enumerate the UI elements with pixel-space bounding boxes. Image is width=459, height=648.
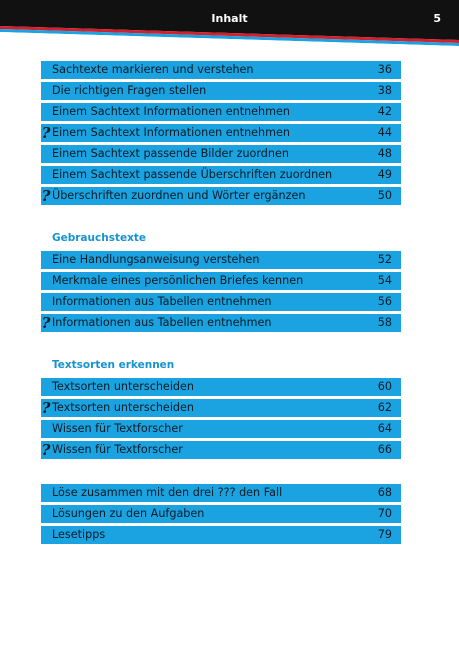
toc-page: 38: [377, 84, 392, 97]
toc-row[interactable]: [41, 314, 401, 332]
toc-label: Einem Sachtext passende Überschriften zuordnen: [52, 168, 333, 181]
toc-row[interactable]: [41, 145, 401, 163]
toc-label: Überschriften zuordnen und Wörter ergänzen: [52, 189, 306, 202]
toc-page: 68: [377, 486, 392, 499]
toc-row[interactable]: [41, 484, 401, 502]
toc-label: Die richtigen Fragen stellen: [52, 84, 207, 97]
question-mark-icon: ?: [41, 441, 51, 459]
toc-label: Sachtexte markieren und verstehen: [52, 63, 254, 76]
toc-label: Lösungen zu den Aufgaben: [52, 507, 205, 520]
question-mark-icon: ?: [41, 314, 51, 332]
toc-label: Wissen für Textforscher: [52, 422, 183, 435]
toc-row[interactable]: [41, 166, 401, 184]
toc-page: 58: [377, 316, 392, 329]
toc-row[interactable]: [41, 187, 401, 205]
toc-row[interactable]: [41, 251, 401, 269]
toc-row[interactable]: [41, 293, 401, 311]
question-mark-icon: ?: [41, 187, 51, 205]
toc-label: Merkmale eines persönlichen Briefes kennen: [52, 274, 304, 287]
toc-row[interactable]: [41, 378, 401, 396]
toc-page: 42: [377, 105, 392, 118]
page-number: 5: [433, 12, 441, 25]
toc-row[interactable]: [41, 399, 401, 417]
toc-row[interactable]: [41, 441, 401, 459]
toc-label: Einem Sachtext Informationen entnehmen: [52, 126, 291, 139]
toc-page: 56: [377, 295, 392, 308]
toc-row[interactable]: [41, 82, 401, 100]
question-mark-icon: ?: [41, 124, 51, 142]
toc-row[interactable]: [41, 505, 401, 523]
toc-page: 70: [377, 507, 392, 520]
toc-page: 48: [377, 147, 392, 160]
toc-page: 44: [377, 126, 392, 139]
toc-label: Einem Sachtext passende Bilder zuordnen: [52, 147, 289, 160]
toc-label: Textsorten unterscheiden: [52, 380, 194, 393]
toc-label: Textsorten unterscheiden: [52, 401, 194, 414]
toc-page: 64: [377, 422, 392, 435]
toc-label: Wissen für Textforscher: [52, 443, 183, 456]
toc-label: Einem Sachtext Informationen entnehmen: [52, 105, 291, 118]
toc-row[interactable]: [41, 61, 401, 79]
toc-label: Informationen aus Tabellen entnehmen: [52, 316, 272, 329]
toc-row[interactable]: [41, 272, 401, 290]
toc-row[interactable]: [41, 103, 401, 121]
toc-label: Informationen aus Tabellen entnehmen: [52, 295, 272, 308]
toc-page: 49: [377, 168, 392, 181]
toc-page: 36: [377, 63, 392, 76]
page-title: Inhalt: [211, 12, 248, 25]
toc-label: Eine Handlungsanweisung verstehen: [52, 253, 260, 266]
question-mark-icon: ?: [41, 399, 51, 417]
toc-row[interactable]: [41, 526, 401, 544]
toc-page: 50: [377, 189, 392, 202]
toc-page: 66: [377, 443, 392, 456]
toc-page: 62: [377, 401, 392, 414]
toc-page: 52: [377, 253, 392, 266]
toc-page: 54: [377, 274, 392, 287]
toc-row[interactable]: [41, 124, 401, 142]
toc-row[interactable]: [41, 420, 401, 438]
toc-page: 60: [377, 380, 392, 393]
toc-label: Löse zusammen mit den drei ??? den Fall: [52, 486, 283, 499]
section-title-gebrauchstexte: Gebrauchstexte: [52, 232, 146, 244]
toc-label: Lesetipps: [52, 528, 106, 541]
page-header: [0, 0, 459, 48]
toc-page: 79: [377, 528, 392, 541]
section-title-textsorten: Textsorten erkennen: [52, 359, 175, 371]
